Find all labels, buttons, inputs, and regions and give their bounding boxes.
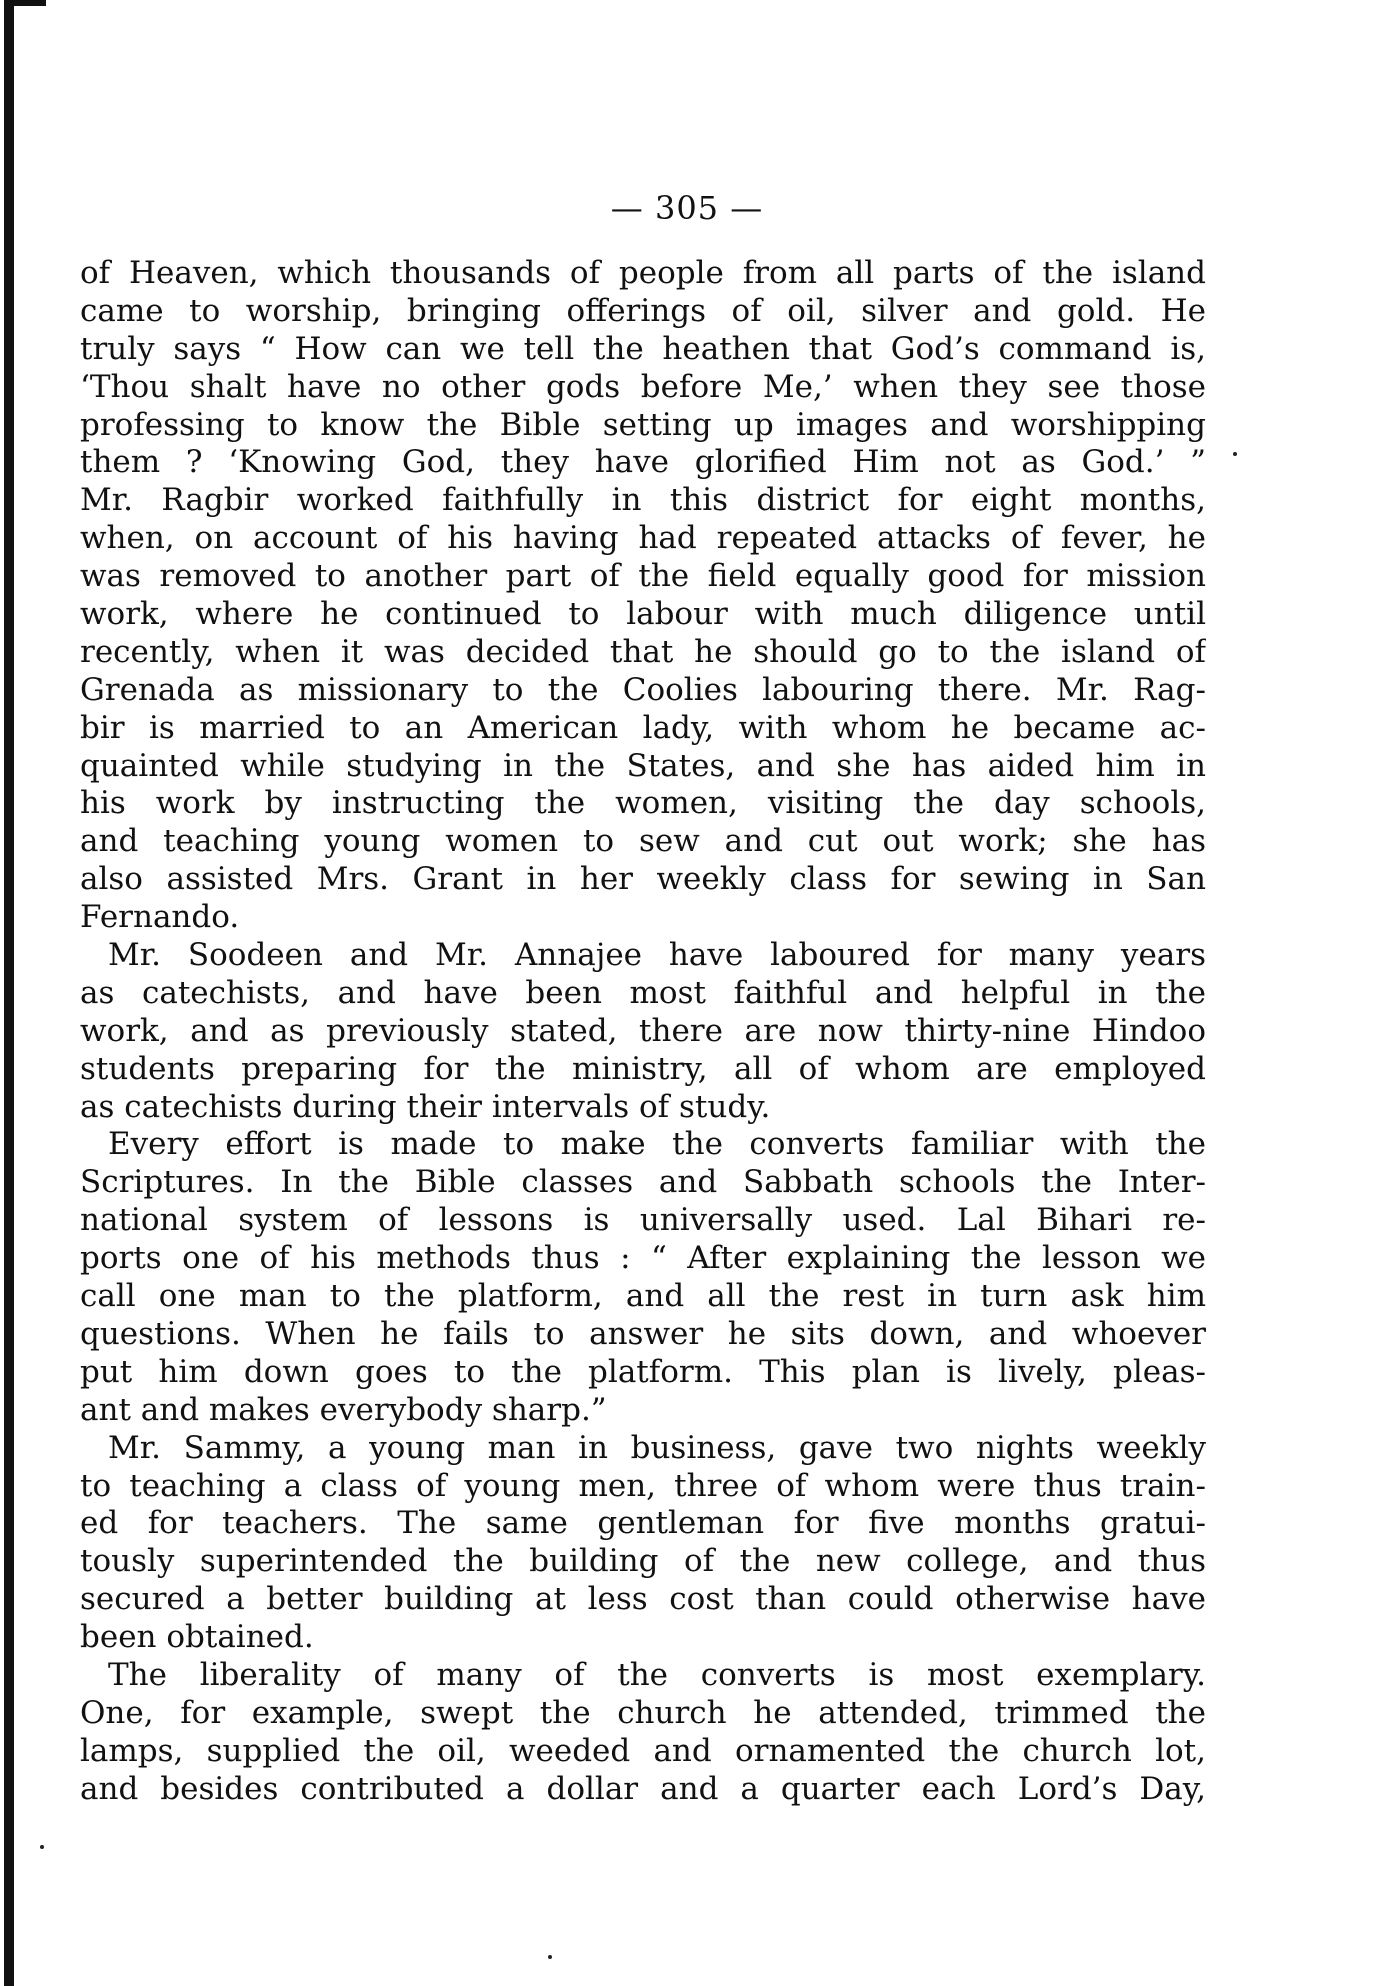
text-line: recently, when it was decided that he should go to the island of [80, 633, 1206, 670]
text-line: professing to know the Bible setting up images and worshipping [80, 406, 1206, 443]
page-number: — 305 — [610, 189, 764, 227]
text-line: and teaching young women to sew and cut out work; she has [80, 823, 1206, 860]
text-line: put him down goes to the platform. This plan is lively, pleas- [80, 1353, 1206, 1390]
text-line: ports one of his methods thus : “ After explaining the lesson we [80, 1240, 1206, 1277]
text-line: to teaching a class of young men, three of whom were thus train- [80, 1467, 1206, 1504]
text-line: as catechists, and have been most faithful and helpful in the [80, 974, 1206, 1011]
text-line: work, where he continued to labour with much diligence until [80, 596, 1206, 633]
text-line: when, on account of his having had repeated attacks of fever, he [80, 520, 1206, 557]
text-line: Every effort is made to make the converts familiar with the [108, 1126, 1206, 1163]
text-line: was removed to another part of the field equally good for mission [80, 558, 1206, 595]
text-line: tously superintended the building of the new college, and thus [80, 1543, 1206, 1580]
text-line: students preparing for the ministry, all of whom are employed [80, 1050, 1206, 1087]
scan-top-mark [4, 0, 46, 6]
text-line: also assisted Mrs. Grant in her weekly class for sewing in San [80, 861, 1206, 898]
text-line: his work by instructing the women, visiting the day schools, [80, 785, 1206, 822]
text-line: as catechists during their intervals of study. [80, 1088, 771, 1125]
text-line: work, and as previously stated, there are now thirty-nine Hindoo [80, 1012, 1206, 1049]
text-line: and besides contributed a dollar and a quarter each Lord’s Day, [80, 1770, 1206, 1807]
text-line: bir is married to an American lady, with whom he became ac- [80, 709, 1206, 746]
body-text [80, 255, 1206, 1809]
text-line: secured a better building at less cost than could otherwise have [80, 1581, 1206, 1618]
text-line: lamps, supplied the oil, weeded and ornamented the church lot, [80, 1732, 1206, 1769]
scan-left-border [4, 0, 14, 1986]
text-line: Grenada as missionary to the Coolies labouring there. Mr. Rag- [80, 671, 1206, 708]
text-line: came to worship, bringing offerings of oil, silver and gold. He [80, 292, 1206, 329]
scan-speck [40, 1845, 44, 1849]
scan-speck [548, 1955, 552, 1959]
text-line: national system of lessons is universally used. Lal Bihari re- [80, 1202, 1206, 1239]
text-line: Mr. Sammy, a young man in business, gave two nights weekly [108, 1429, 1206, 1466]
text-line: call one man to the platform, and all the rest in turn ask him [80, 1278, 1206, 1315]
text-line: Fernando. [80, 899, 240, 936]
text-line: questions. When he fails to answer he sits down, and whoever [80, 1315, 1206, 1352]
text-line: truly says “ How can we tell the heathen that God’s command is, [80, 330, 1206, 367]
text-line: Scriptures. In the Bible classes and Sabbath schools the Inter- [80, 1164, 1206, 1201]
text-line: One, for example, swept the church he attended, trimmed the [80, 1694, 1206, 1731]
text-line: ant and makes everybody sharp.” [80, 1391, 607, 1428]
text-line: them ? ‘Knowing God, they have glorified Him not as God.’ ” [80, 444, 1206, 481]
text-line: quainted while studying in the States, and she has aided him in [80, 747, 1206, 784]
scan-speck [1233, 452, 1237, 456]
text-line: ‘Thou shalt have no other gods before Me,’ when they see those [80, 368, 1206, 405]
text-line: Mr. Soodeen and Mr. Annajee have laboured for many years [108, 937, 1206, 974]
text-line: Mr. Ragbir worked faithfully in this district for eight months, [80, 482, 1206, 519]
text-line: been obtained. [80, 1619, 314, 1656]
text-line: ed for teachers. The same gentleman for five months gratui- [80, 1505, 1206, 1542]
text-line: The liberality of many of the converts is most exemplary. [108, 1656, 1206, 1693]
text-line: of Heaven, which thousands of people from all parts of the island [80, 255, 1206, 291]
